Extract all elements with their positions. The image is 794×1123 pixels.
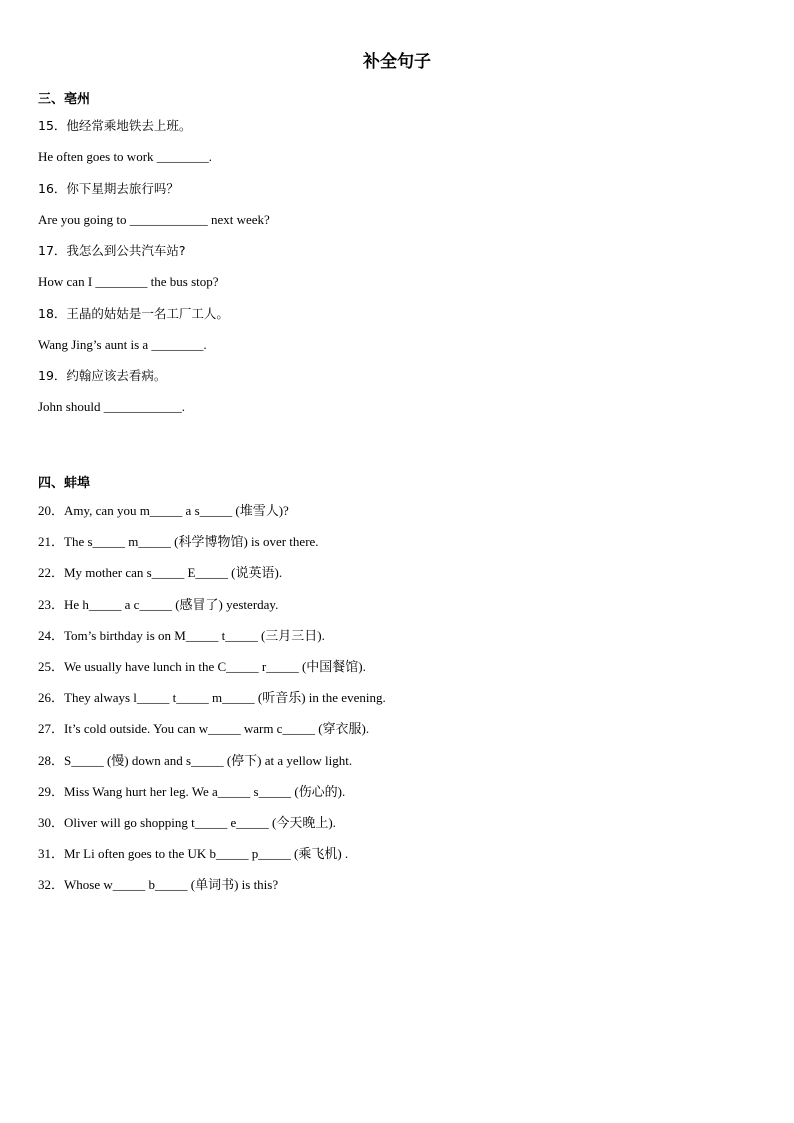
question-24: 24．Tom’s birthday is on M_____ t_____ (三月三日). xyxy=(38,628,325,643)
question-31: 31．Mr Li often goes to the UK b_____ p_____ (乘飞机) . xyxy=(38,846,349,861)
question-20: 20．Amy, can you m_____ a s_____ (堆雪人)? xyxy=(38,503,289,518)
question-32: 32．Whose w_____ b_____ (单词书) is this? xyxy=(38,877,279,892)
question-26: 26．They always l_____ t_____ m_____ (听音乐) in the evening. xyxy=(38,690,386,705)
question-27: 27．It’s cold outside. You can w_____ warm c_____ (穿衣服). xyxy=(38,721,370,736)
question-15-english: He often goes to work ________. xyxy=(38,149,213,164)
question-28: 28．S_____ (慢) down and s_____ (停下) at a yellow light. xyxy=(38,753,353,768)
page-title: 补全句子 xyxy=(363,52,431,72)
question-19-chinese: 19．约翰应该去看病。 xyxy=(38,368,167,383)
question-18-english: Wang Jing’s aunt is a ________. xyxy=(38,337,207,352)
section-heading-bengbu: 四、蚌埠 xyxy=(38,476,91,491)
question-21: 21．The s_____ m_____ (科学博物馆) is over there. xyxy=(38,534,319,549)
question-17-chinese: 17．我怎么到公共汽车站? xyxy=(38,243,186,258)
question-22: 22．My mother can s_____ E_____ (说英语). xyxy=(38,565,283,580)
question-15-chinese: 15．他经常乘地铁去上班。 xyxy=(38,118,192,133)
question-30: 30．Oliver will go shopping t_____ e_____ (今天晚上). xyxy=(38,815,336,830)
question-18-chinese: 18．王晶的姑姑是一名工厂工人。 xyxy=(38,306,229,321)
section-heading-bozhou: 三、亳州 xyxy=(38,92,91,107)
question-19-english: John should ____________. xyxy=(38,399,185,414)
question-29: 29．Miss Wang hurt her leg. We a_____ s_____ (伤心的). xyxy=(38,784,346,799)
question-23: 23．He h_____ a c_____ (感冒了) yesterday. xyxy=(38,597,279,612)
question-25: 25．We usually have lunch in the C_____ r_____ (中国餐馆). xyxy=(38,659,366,674)
question-16-english: Are you going to ____________ next week? xyxy=(38,212,270,227)
question-17-english: How can I ________ the bus stop? xyxy=(38,274,219,289)
question-16-chinese: 16．你下星期去旅行吗？ xyxy=(38,181,179,196)
